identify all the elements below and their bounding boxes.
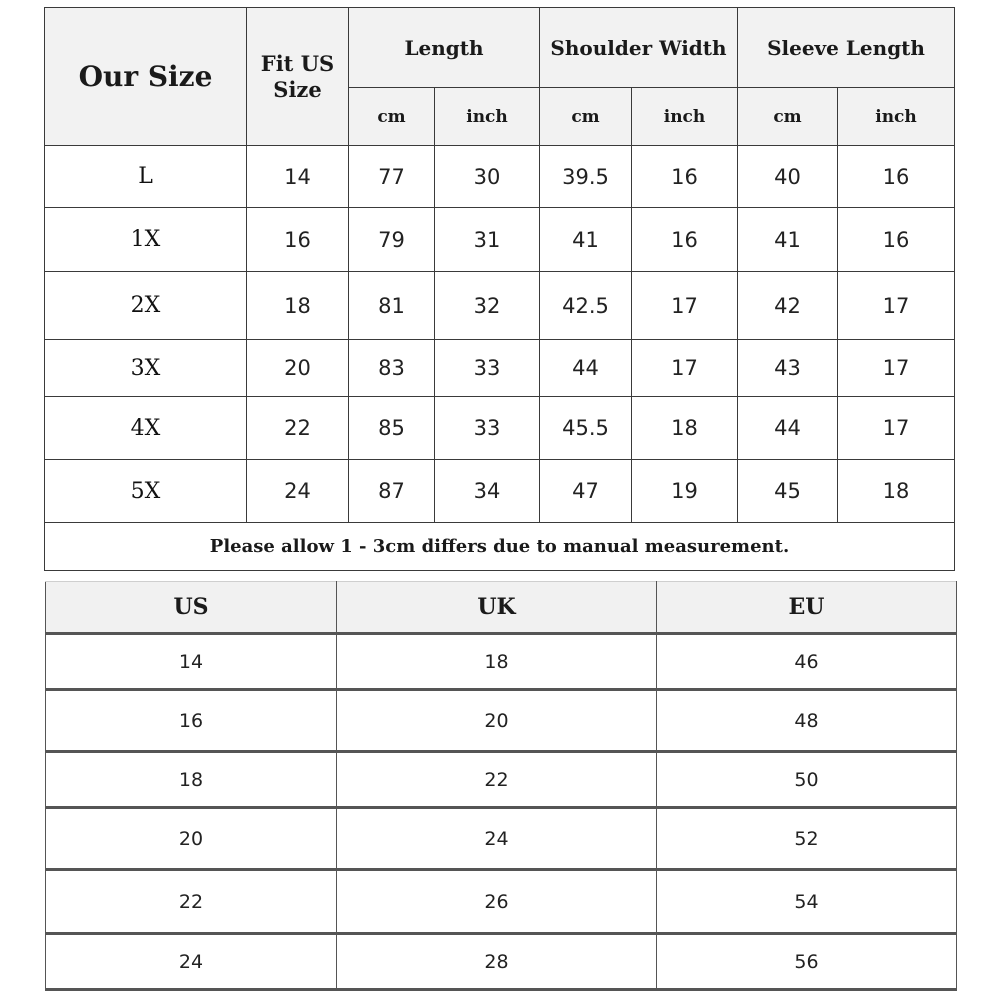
fit-us-cell: 14 bbox=[247, 146, 349, 208]
sleeve-cm-cell: 41 bbox=[738, 208, 838, 272]
uk-cell: 28 bbox=[337, 934, 657, 990]
uk-cell: 22 bbox=[337, 752, 657, 808]
uk-cell: 24 bbox=[337, 808, 657, 870]
our-size-header: Our Size bbox=[45, 8, 247, 146]
shoulder-cm-cell: 41 bbox=[540, 208, 632, 272]
eu-cell: 50 bbox=[657, 752, 957, 808]
fit-us-cell: 24 bbox=[247, 460, 349, 523]
fit-us-cell: 20 bbox=[247, 340, 349, 397]
sleeve-length-header: Sleeve Length bbox=[738, 8, 955, 88]
us-cell: 18 bbox=[46, 752, 337, 808]
our-size-cell: 5X bbox=[45, 460, 247, 523]
eu-cell: 48 bbox=[657, 690, 957, 752]
us-cell: 24 bbox=[46, 934, 337, 990]
fit-us-header-line2: Size bbox=[273, 76, 322, 102]
sleeve-inch-cell: 16 bbox=[838, 208, 955, 272]
conversion-row bbox=[46, 808, 957, 870]
size-chart-body bbox=[45, 146, 955, 523]
fit-us-cell: 22 bbox=[247, 397, 349, 460]
size-row bbox=[45, 397, 955, 460]
fit-us-cell: 18 bbox=[247, 272, 349, 340]
sleeve-cm-header: cm bbox=[738, 88, 838, 146]
length-cm-cell: 87 bbox=[349, 460, 435, 523]
our-size-cell: L bbox=[45, 146, 247, 208]
fit-us-cell: 16 bbox=[247, 208, 349, 272]
shoulder-inch-cell: 17 bbox=[632, 340, 738, 397]
shoulder-cm-cell: 42.5 bbox=[540, 272, 632, 340]
shoulder-inch-cell: 16 bbox=[632, 146, 738, 208]
our-size-cell: 3X bbox=[45, 340, 247, 397]
us-cell: 22 bbox=[46, 870, 337, 934]
shoulder-inch-cell: 19 bbox=[632, 460, 738, 523]
us-cell: 20 bbox=[46, 808, 337, 870]
length-cm-header: cm bbox=[349, 88, 435, 146]
length-inch-cell: 32 bbox=[435, 272, 540, 340]
sleeve-inch-cell: 17 bbox=[838, 340, 955, 397]
length-cm-cell: 77 bbox=[349, 146, 435, 208]
sleeve-inch-cell: 17 bbox=[838, 272, 955, 340]
eu-header: EU bbox=[657, 582, 957, 634]
shoulder-cm-cell: 39.5 bbox=[540, 146, 632, 208]
uk-cell: 18 bbox=[337, 634, 657, 690]
length-inch-cell: 34 bbox=[435, 460, 540, 523]
our-size-cell: 2X bbox=[45, 272, 247, 340]
uk-header: UK bbox=[337, 582, 657, 634]
shoulder-inch-header: inch bbox=[632, 88, 738, 146]
fit-us-header-line1: Fit US bbox=[260, 50, 335, 76]
conversion-row bbox=[46, 634, 957, 690]
us-cell: 14 bbox=[46, 634, 337, 690]
size-row bbox=[45, 146, 955, 208]
size-conversion-table bbox=[45, 581, 957, 991]
our-size-cell: 4X bbox=[45, 397, 247, 460]
length-inch-cell: 33 bbox=[435, 340, 540, 397]
length-inch-cell: 30 bbox=[435, 146, 540, 208]
size-row bbox=[45, 208, 955, 272]
size-row bbox=[45, 272, 955, 340]
our-size-cell: 1X bbox=[45, 208, 247, 272]
eu-cell: 54 bbox=[657, 870, 957, 934]
shoulder-cm-cell: 45.5 bbox=[540, 397, 632, 460]
fit-us-size-header bbox=[247, 8, 349, 146]
length-cm-cell: 79 bbox=[349, 208, 435, 272]
conversion-row bbox=[46, 752, 957, 808]
length-inch-header: inch bbox=[435, 88, 540, 146]
sleeve-cm-cell: 42 bbox=[738, 272, 838, 340]
shoulder-width-header: Shoulder Width bbox=[540, 8, 738, 88]
sleeve-cm-cell: 44 bbox=[738, 397, 838, 460]
shoulder-cm-header: cm bbox=[540, 88, 632, 146]
length-header: Length bbox=[349, 8, 540, 88]
shoulder-cm-cell: 47 bbox=[540, 460, 632, 523]
conversion-row bbox=[46, 934, 957, 990]
uk-cell: 20 bbox=[337, 690, 657, 752]
sleeve-inch-cell: 18 bbox=[838, 460, 955, 523]
eu-cell: 46 bbox=[657, 634, 957, 690]
us-header: US bbox=[46, 582, 337, 634]
measurement-note: Please allow 1 - 3cm differs due to manual measurement. bbox=[45, 523, 955, 571]
conversion-row bbox=[46, 870, 957, 934]
sleeve-inch-cell: 16 bbox=[838, 146, 955, 208]
size-row bbox=[45, 460, 955, 523]
sleeve-cm-cell: 43 bbox=[738, 340, 838, 397]
length-cm-cell: 85 bbox=[349, 397, 435, 460]
uk-cell: 26 bbox=[337, 870, 657, 934]
size-row bbox=[45, 340, 955, 397]
length-inch-cell: 33 bbox=[435, 397, 540, 460]
length-cm-cell: 83 bbox=[349, 340, 435, 397]
shoulder-cm-cell: 44 bbox=[540, 340, 632, 397]
sleeve-inch-header: inch bbox=[838, 88, 955, 146]
length-cm-cell: 81 bbox=[349, 272, 435, 340]
sleeve-cm-cell: 45 bbox=[738, 460, 838, 523]
shoulder-inch-cell: 17 bbox=[632, 272, 738, 340]
shoulder-inch-cell: 16 bbox=[632, 208, 738, 272]
us-cell: 16 bbox=[46, 690, 337, 752]
size-chart-table bbox=[44, 7, 955, 571]
sleeve-inch-cell: 17 bbox=[838, 397, 955, 460]
length-inch-cell: 31 bbox=[435, 208, 540, 272]
eu-cell: 56 bbox=[657, 934, 957, 990]
conversion-row bbox=[46, 690, 957, 752]
conversion-body bbox=[46, 634, 957, 990]
sleeve-cm-cell: 40 bbox=[738, 146, 838, 208]
eu-cell: 52 bbox=[657, 808, 957, 870]
shoulder-inch-cell: 18 bbox=[632, 397, 738, 460]
